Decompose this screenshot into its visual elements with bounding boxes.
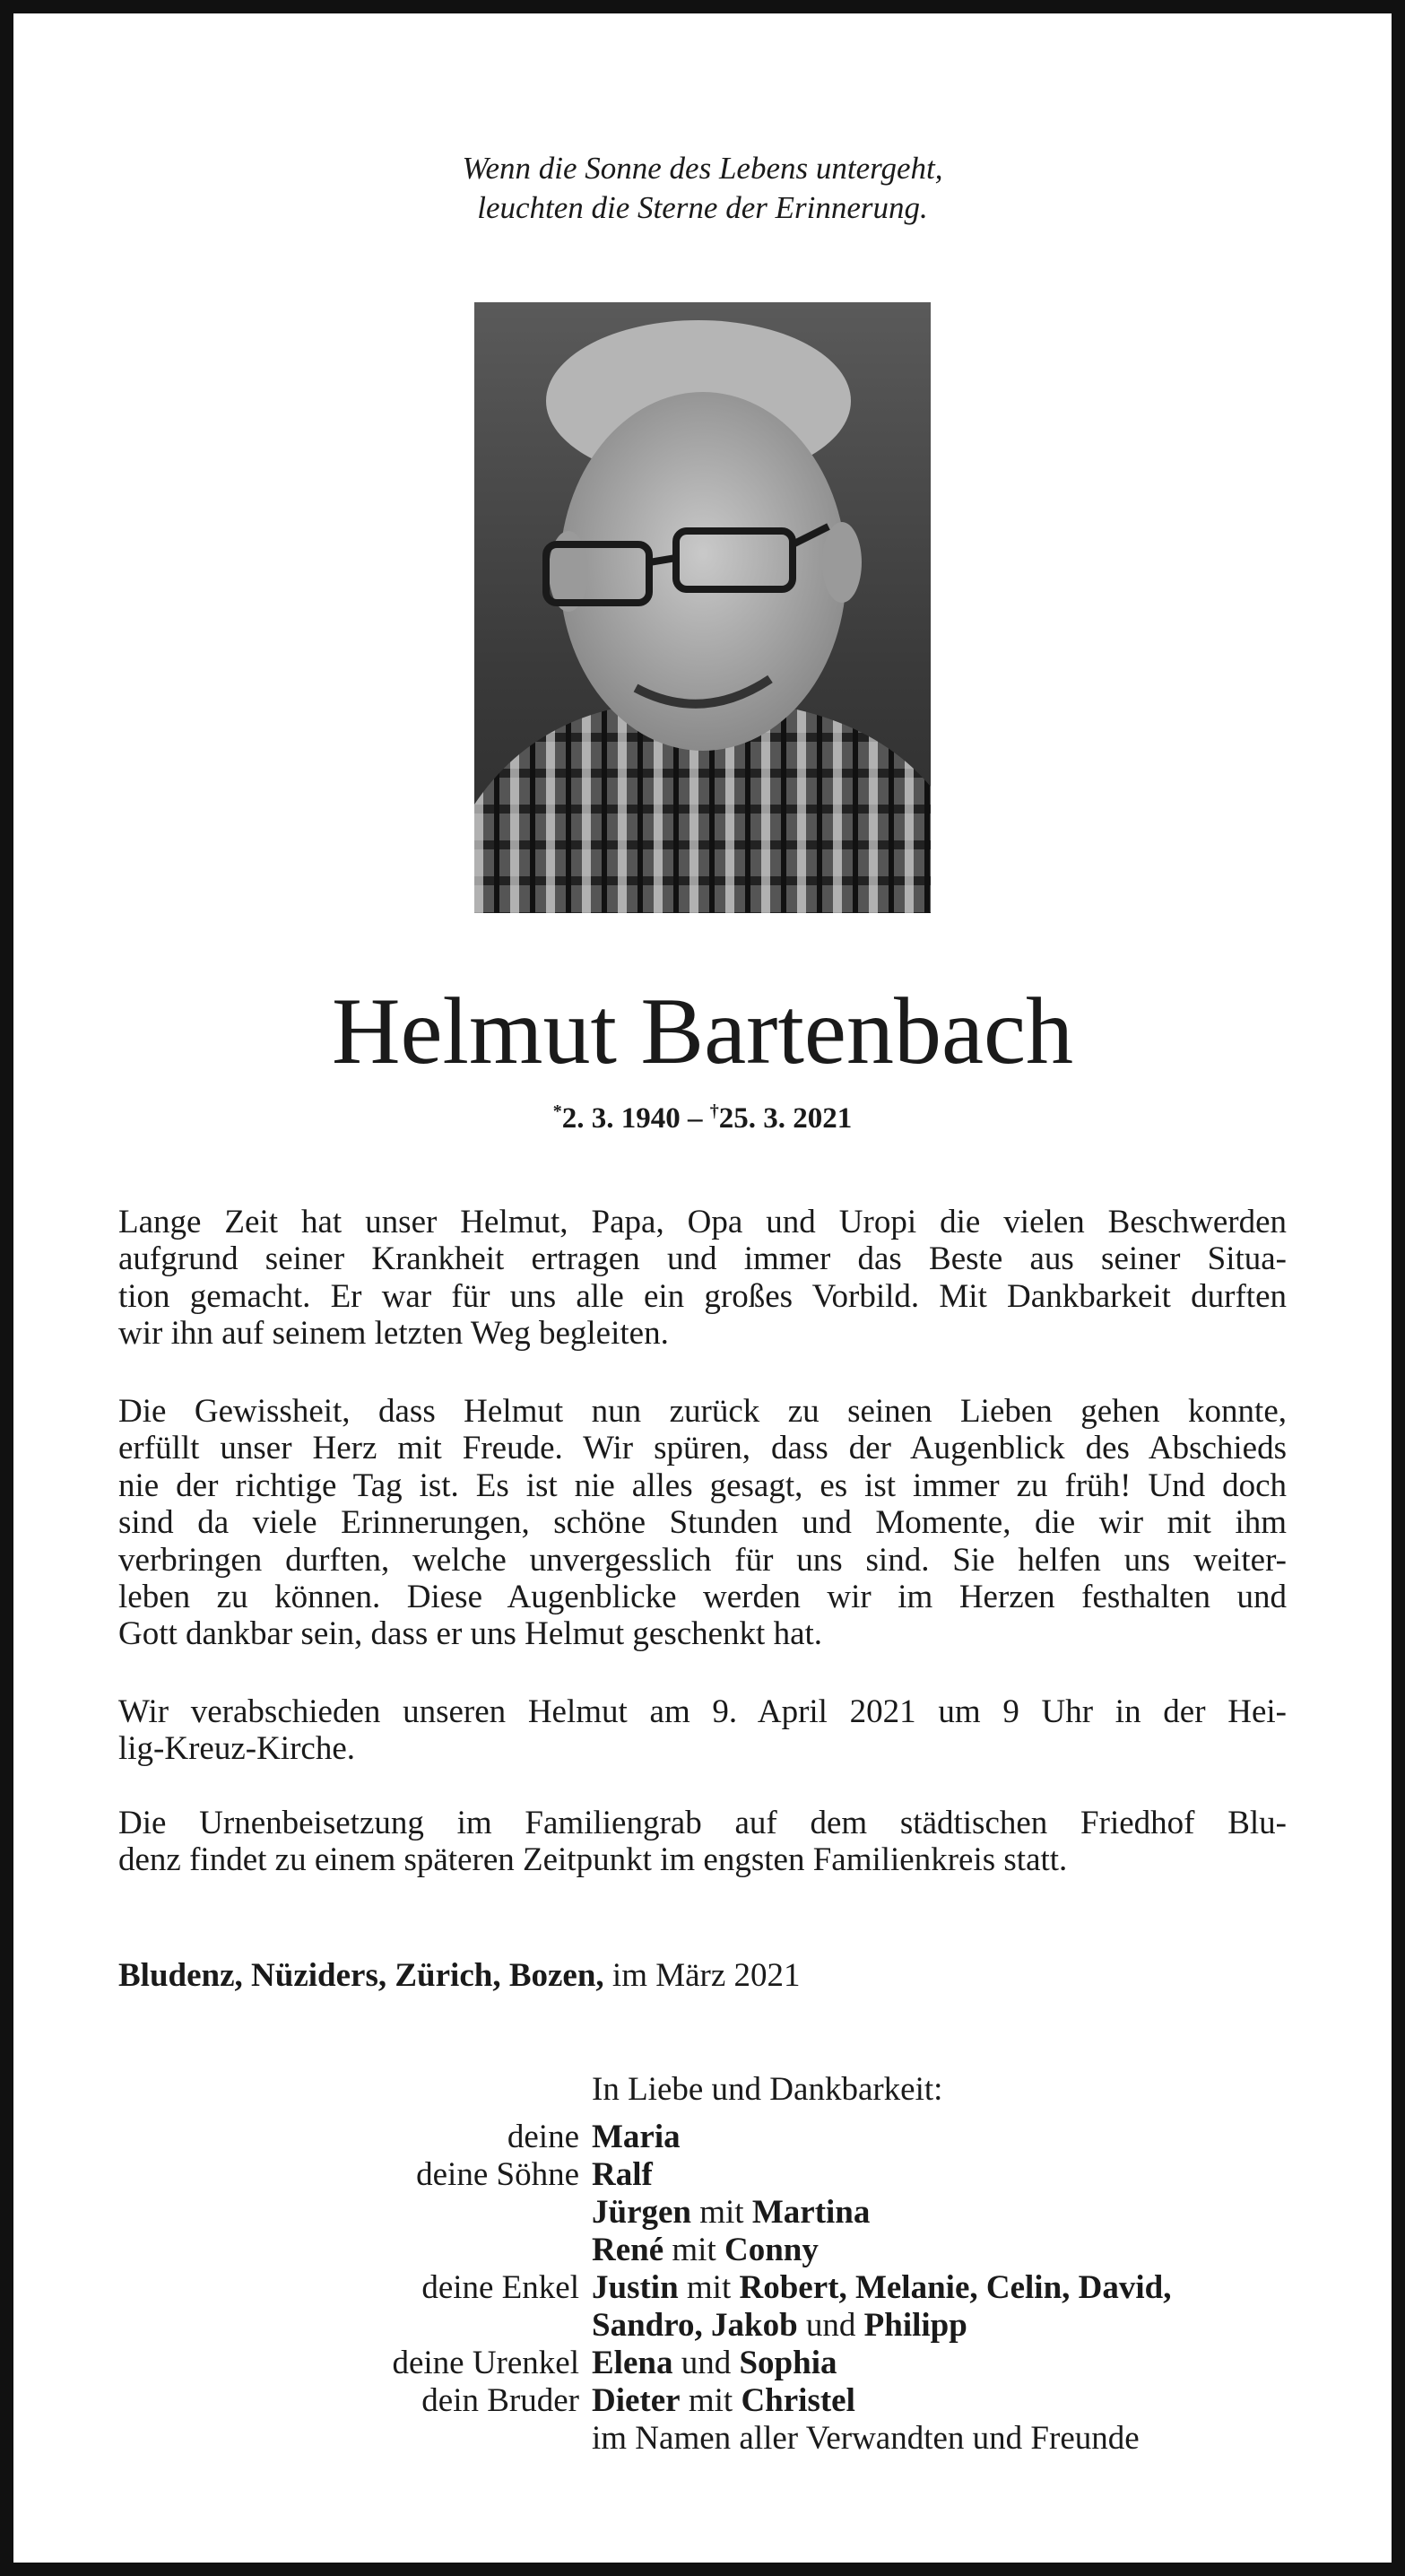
member-name: Elena bbox=[592, 2345, 673, 2381]
text-line: leben zu können. Diese Augenblicke werden wir im Herzen festhalten und bbox=[118, 1579, 1287, 1616]
life-dates bbox=[0, 1093, 1405, 1136]
member-name: Dieter bbox=[592, 2382, 681, 2419]
text-line: Lange Zeit hat unser Helmut, Papa, Opa und Uropi die vielen Beschwerden bbox=[118, 1204, 1287, 1240]
quote-line: Wenn die Sonne des Lebens untergeht, bbox=[462, 151, 943, 186]
birth-date: 2. 3. 1940 bbox=[561, 1102, 681, 1135]
paragraph-2 bbox=[118, 1393, 1287, 1653]
connector-text: mit bbox=[691, 2194, 752, 2231]
family-row bbox=[0, 2420, 1405, 2458]
towns: Bludenz, Nüziders, Zürich, Bozen, bbox=[118, 1957, 604, 1994]
family-row bbox=[0, 2269, 1405, 2307]
text-line: tion gemacht. Er war für uns alle ein großes Vorbild. Mit Dankbarkeit durften bbox=[118, 1277, 1287, 1315]
paragraph-1 bbox=[118, 1204, 1287, 1353]
family-list bbox=[0, 2071, 1405, 2458]
family-row bbox=[0, 2194, 1405, 2232]
family-row bbox=[0, 2119, 1405, 2156]
family-members bbox=[592, 2119, 681, 2156]
deceased-name: Helmut Bartenbach bbox=[331, 979, 1074, 1083]
member-name: Sandro, Jakob bbox=[592, 2307, 798, 2344]
text-line: lig-Kreuz-Kirche. bbox=[118, 1730, 356, 1768]
family-members bbox=[592, 2269, 1171, 2307]
text-line: nie der richtige Tag ist. Es ist nie alles gesagt, es ist immer zu früh! Und doch bbox=[118, 1466, 1287, 1504]
family-members bbox=[592, 2156, 653, 2194]
family-intro: In Liebe und Dankbarkeit: bbox=[592, 2071, 943, 2108]
family-members bbox=[592, 2232, 819, 2269]
relation-label: deine bbox=[507, 2119, 579, 2155]
family-row bbox=[0, 2156, 1405, 2194]
relation-label bbox=[0, 2194, 592, 2232]
memorial-quote bbox=[0, 149, 1405, 228]
text-line: Gott dankbar sein, dass er uns Helmut geschenkt hat. bbox=[118, 1615, 823, 1653]
family-row bbox=[0, 2345, 1405, 2382]
paragraph-4 bbox=[118, 1805, 1287, 1879]
birth-symbol: * bbox=[552, 1101, 562, 1121]
quote-line: leuchten die Sterne der Erinnerung. bbox=[477, 190, 928, 225]
text-line: sind da viele Erinnerungen, schöne Stunden und Momente, die wir mit ihm bbox=[118, 1504, 1287, 1542]
text-line: verbringen durften, welche unvergesslich für uns sind. Sie helfen uns weiter- bbox=[118, 1541, 1287, 1579]
text-line: Die Gewissheit, dass Helmut nun zurück zu seinen Lieben gehen konnte, bbox=[118, 1393, 1287, 1430]
connector-text: im Namen aller Verwandten und Freunde bbox=[592, 2420, 1140, 2457]
family-row bbox=[0, 2382, 1405, 2420]
member-name: Sophia bbox=[739, 2345, 837, 2381]
text-line: erfüllt unser Herz mit Freude. Wir spüren, dass der Augenblick des Abschieds bbox=[118, 1430, 1287, 1467]
paragraph-3 bbox=[118, 1693, 1287, 1768]
member-name: Jürgen bbox=[592, 2194, 691, 2231]
member-name: Justin bbox=[592, 2269, 679, 2306]
member-name: Conny bbox=[724, 2232, 819, 2268]
text-line: Die Urnenbeisetzung im Familiengrab auf dem städtischen Friedhof Blu- bbox=[118, 1805, 1287, 1841]
member-name: Christel bbox=[741, 2382, 855, 2419]
family-members bbox=[592, 2382, 855, 2420]
family-members bbox=[592, 2345, 837, 2382]
member-name: Martina bbox=[751, 2194, 871, 2231]
connector-text: und bbox=[672, 2345, 740, 2381]
member-name: Philipp bbox=[863, 2307, 967, 2344]
relation-label: dein Bruder bbox=[421, 2382, 579, 2419]
member-name: Maria bbox=[592, 2119, 681, 2155]
connector-text: mit bbox=[680, 2382, 742, 2419]
relation-label bbox=[0, 2307, 592, 2345]
relation-label: deine Enkel bbox=[421, 2269, 579, 2306]
text-line: denz findet zu einem späteren Zeitpunkt im engsten Familienkreis statt. bbox=[118, 1841, 1068, 1879]
relation-label bbox=[0, 2232, 592, 2269]
family-row bbox=[0, 2307, 1405, 2345]
date-dash: – bbox=[680, 1102, 710, 1135]
family-members bbox=[592, 2420, 1140, 2458]
death-date: 25. 3. 2021 bbox=[718, 1102, 853, 1135]
member-name: Robert, Melanie, Celin, David, bbox=[739, 2269, 1172, 2306]
place-and-date bbox=[118, 1957, 801, 1995]
connector-text: mit bbox=[678, 2269, 740, 2306]
family-row bbox=[0, 2232, 1405, 2269]
relation-label: deine Söhne bbox=[416, 2156, 579, 2193]
text-line: aufgrund seiner Krankheit ertragen und immer das Beste aus seiner Situa- bbox=[118, 1240, 1287, 1278]
text-line: Wir verabschieden unseren Helmut am 9. April 2021 um 9 Uhr in der Hei- bbox=[118, 1693, 1287, 1730]
connector-text: und bbox=[797, 2307, 864, 2344]
relation-label bbox=[0, 2420, 592, 2458]
family-members bbox=[592, 2194, 870, 2232]
text-line: wir ihn auf seinem letzten Weg begleiten. bbox=[118, 1315, 669, 1353]
portrait-photo bbox=[474, 302, 931, 913]
relation-label: deine Urenkel bbox=[392, 2345, 579, 2381]
month-year: im März 2021 bbox=[603, 1957, 801, 1994]
member-name: René bbox=[592, 2232, 664, 2268]
family-members bbox=[592, 2307, 967, 2345]
death-symbol: † bbox=[709, 1101, 719, 1121]
member-name: Ralf bbox=[592, 2156, 653, 2193]
connector-text: mit bbox=[663, 2232, 724, 2268]
